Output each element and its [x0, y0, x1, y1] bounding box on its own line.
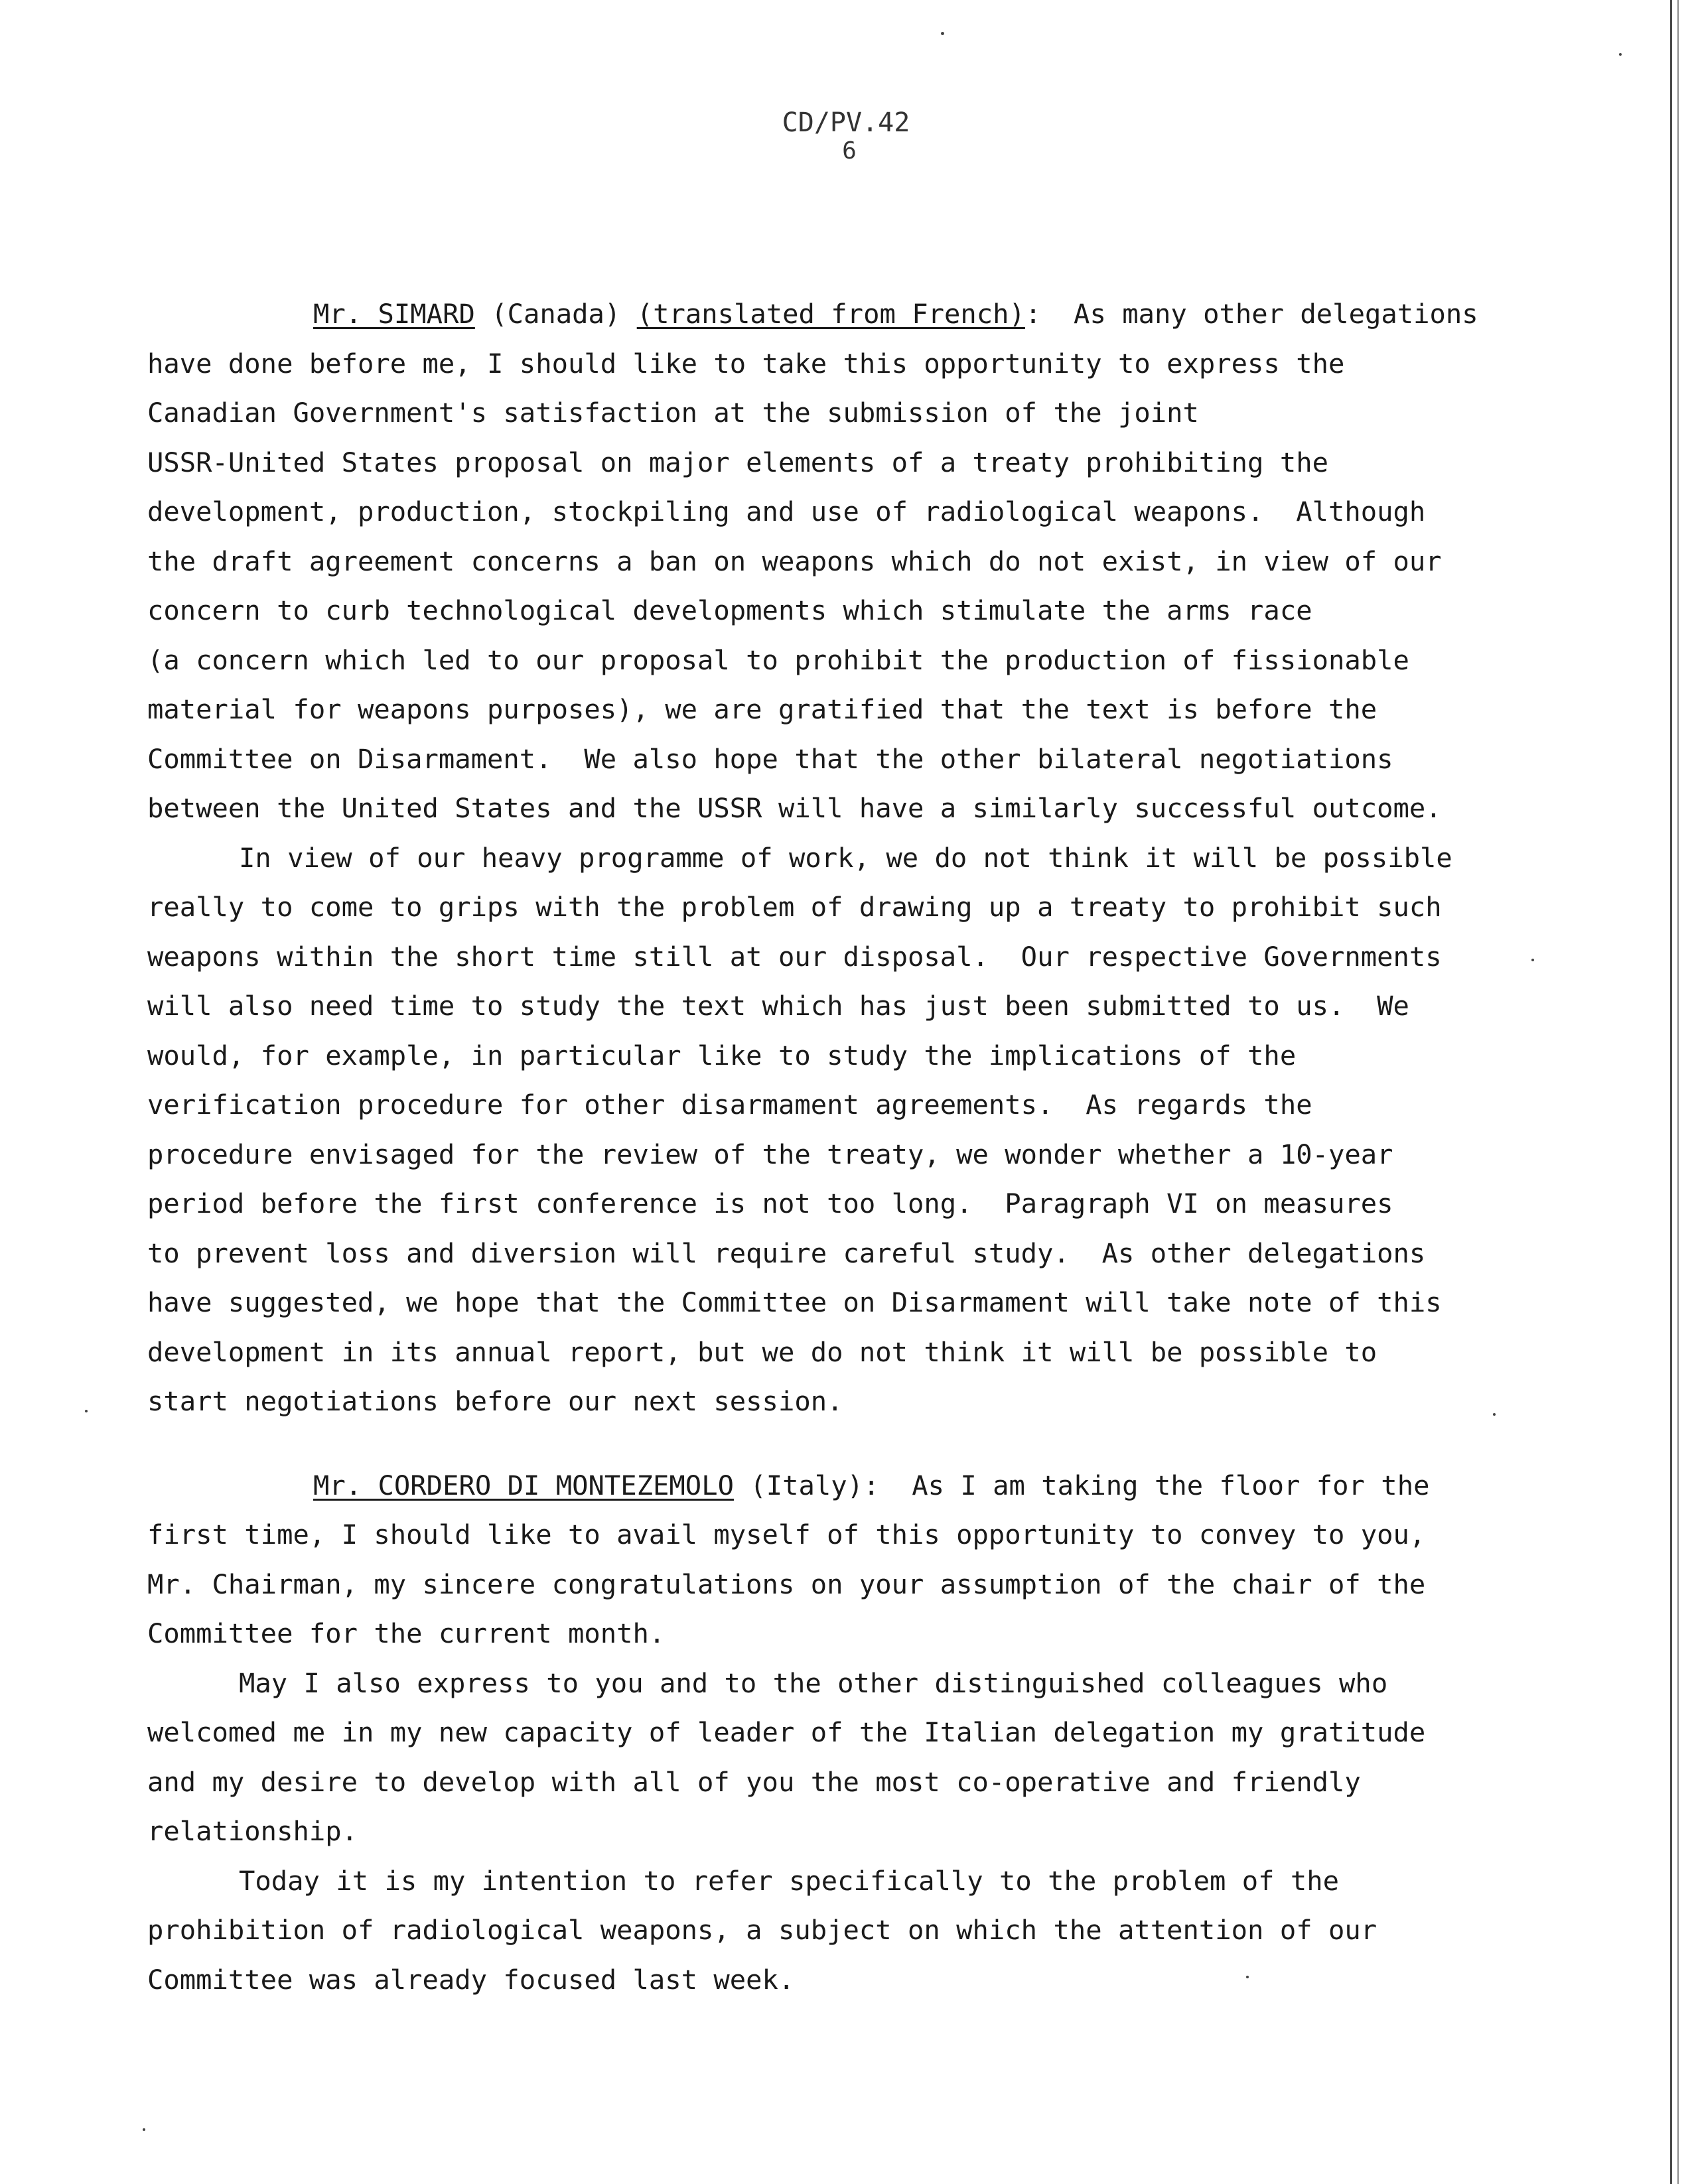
- speech-line: (a concern which led to our proposal to prohibit the production of fissionable: [147, 644, 1409, 676]
- speaker-name: Mr. SIMARD: [313, 298, 475, 330]
- speech-line: first time, I should like to avail myself of this opportunity to convey to you,: [147, 1519, 1426, 1550]
- speech-line: have done before me, I should like to take this opportunity to express the: [147, 347, 1345, 379]
- scan-speck: [1493, 1413, 1496, 1416]
- paragraph-line: and my desire to develop with all of you the most co-operative and friendly: [147, 1765, 1361, 1798]
- speech-line: [147, 1461, 1527, 1511]
- paragraph-line: Committee was already focused last week.: [147, 1963, 795, 1996]
- paragraph-line: relationship.: [147, 1815, 358, 1847]
- speech-line: material for weapons purposes), we are gratified that the text is before the: [147, 693, 1377, 725]
- speech-line: Canadian Government's satisfaction at the submission of the joint: [147, 397, 1199, 429]
- page-edge-shadow: [1670, 0, 1679, 2184]
- paragraph-line: welcomed me in my new capacity of leader of the Italian delegation my gratitude: [147, 1716, 1426, 1748]
- paragraph-line: prohibition of radiological weapons, a subject on which the attention of our: [147, 1914, 1377, 1946]
- scan-speck: [143, 2128, 145, 2131]
- paragraph-line: start negotiations before our next session.: [147, 1385, 843, 1417]
- scan-speck: [1531, 959, 1534, 961]
- speaker-country: (Italy): [750, 1469, 864, 1501]
- speech-line: concern to curb technological developments which stimulate the arms race: [147, 594, 1312, 626]
- paragraph-line: weapons within the short time still at our disposal. Our respective Governments: [147, 940, 1442, 973]
- paragraph-line: period before the first conference is not too long. Paragraph VI on measures: [147, 1188, 1393, 1219]
- speech-text: : As I am taking the floor for the: [863, 1469, 1430, 1501]
- paragraph-line: to prevent loss and diversion will require careful study. As other delegations: [147, 1237, 1426, 1269]
- speech-line: between the United States and the USSR will have a similarly successful outcome.: [147, 792, 1442, 824]
- speech-text: : As many other delegations: [1024, 298, 1478, 330]
- speaker-country: (Canada): [491, 298, 621, 330]
- speech-separator: [147, 1426, 1527, 1461]
- speech-line: USSR-United States proposal on major elements of a treaty prohibiting the: [147, 446, 1328, 478]
- scan-speck: [941, 32, 944, 35]
- scan-speck: [85, 1410, 88, 1412]
- paragraph-line: May I also express to you and to the other distinguished colleagues who: [239, 1667, 1388, 1699]
- document-code: CD/PV.42: [782, 107, 910, 138]
- paragraph-line: In view of our heavy programme of work, we do not think it will be possible: [239, 841, 1452, 874]
- paragraph-line: have suggested, we hope that the Committee on Disarmament will take note of this: [147, 1286, 1442, 1318]
- scan-speck: [1246, 1976, 1249, 1978]
- speech-line: Committee for the current month.: [147, 1617, 666, 1649]
- speech-line: [147, 289, 1527, 339]
- paragraph-line: development in its annual report, but we do not think it will be possible to: [147, 1335, 1377, 1368]
- paragraph-line: really to come to grips with the problem of drawing up a treaty to prohibit such: [147, 891, 1442, 923]
- page-header: [0, 106, 1692, 163]
- paragraph-line: will also need time to study the text which has just been submitted to us. We: [147, 990, 1409, 1022]
- speech-line: Committee on Disarmament. We also hope that the other bilateral negotiations: [147, 742, 1393, 775]
- speech-line: the draft agreement concerns a ban on weapons which do not exist, in view of our: [147, 545, 1442, 577]
- paragraph-line: would, for example, in particular like to study the implications of the: [147, 1039, 1297, 1071]
- speech-line: development, production, stockpiling and use of radiological weapons. Although: [147, 496, 1426, 527]
- translation-note: (translated from French): [636, 298, 1025, 330]
- paragraph-line: verification procedure for other disarmament agreements. As regards the: [147, 1089, 1312, 1121]
- paragraph-line: Today it is my intention to refer specifically to the problem of the: [239, 1864, 1340, 1897]
- page-number: 6: [842, 137, 857, 165]
- speaker-name: Mr. CORDERO DI MONTEZEMOLO: [313, 1469, 734, 1501]
- document-body: [147, 289, 1527, 2004]
- scan-speck: [1619, 53, 1622, 56]
- paragraph-line: procedure envisaged for the review of the treaty, we wonder whether a 10-year: [147, 1138, 1393, 1170]
- speech-line: Mr. Chairman, my sincere congratulations on your assumption of the chair of the: [147, 1568, 1426, 1600]
